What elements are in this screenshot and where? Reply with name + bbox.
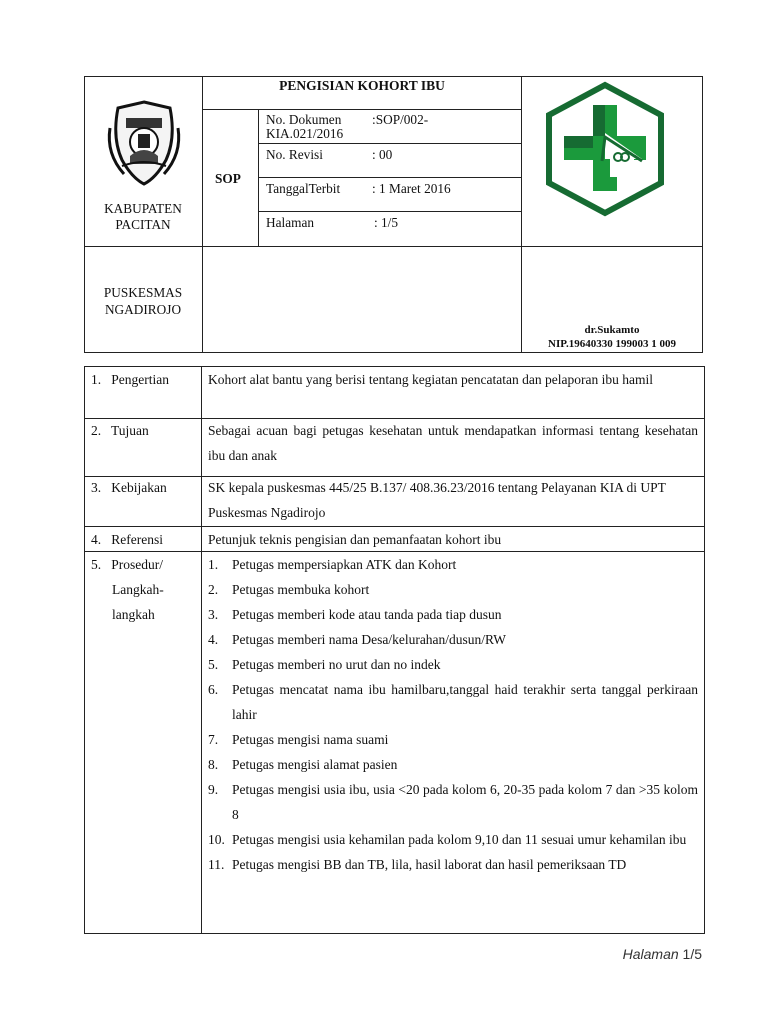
list-item: 9. Petugas mengisi usia ibu, usia <20 pada kolom 6, 20-35 pada kolom 7 dan >35 kolom 8 (208, 782, 698, 822)
row-tujuan-label (91, 418, 149, 443)
footer-page-number: 1/5 (682, 946, 702, 962)
regency-crest-logo (104, 98, 184, 188)
row-referensi-text: Petunjuk teknis pengisian dan pemanfaatan kohort ibu (208, 532, 502, 547)
row-label-line-2: Langkah- (112, 582, 164, 597)
doc-number-value: :SOP/002- (372, 112, 429, 127)
procedure-steps (208, 552, 698, 877)
row-kebijakan-label (91, 475, 167, 500)
list-item: 7. Petugas mengisi nama suami (208, 732, 389, 747)
row-number: 3. (91, 480, 102, 495)
puskesmas-line-2: NGADIROJO (104, 302, 182, 317)
doc-number-label: No. Dokumen (266, 112, 342, 127)
footer-label: Halaman (622, 946, 679, 962)
list-item: 2. Petugas membuka kohort (208, 582, 370, 597)
row-prosedur-label (91, 552, 164, 627)
row-label-line-1: Prosedur/ (111, 557, 163, 572)
page-value: : 1/5 (374, 215, 399, 230)
list-item: 4. Petugas memberi nama Desa/kelurahan/dusun/RW (208, 632, 507, 647)
puskesmas-logo (544, 81, 666, 217)
row-label-line-3: langkah (112, 607, 155, 622)
row-number: 4. (91, 532, 102, 547)
list-item: 8. Petugas mengisi alamat pasien (208, 757, 398, 772)
list-item: 11. Petugas mengisi BB dan TB, lila, hasil laborat dan hasil pemeriksaan TD (208, 857, 627, 872)
row-referensi-label (91, 527, 163, 552)
page-footer (623, 946, 702, 962)
row-number: 2. (91, 423, 102, 438)
row-number: 1. (91, 372, 102, 387)
issue-date-value: : 1 Maret 2016 (372, 181, 451, 196)
doc-number-cont: KIA.021/2016 (266, 126, 344, 141)
row-pengertian-text: Kohort alat bantu yang berisi tentang kegiatan pencatatan dan pelaporan ibu hamil (208, 372, 653, 387)
signer-nip: NIP.19640330 199003 1 009 (548, 338, 676, 350)
list-item: 3. Petugas memberi kode atau tanda pada tiap dusun (208, 607, 502, 622)
list-item: 1. Petugas mempersiapkan ATK dan Kohort (208, 557, 457, 572)
list-item: 6. Petugas mencatat nama ibu hamilbaru,tanggal haid terakhir serta tanggal perkiraan lahir (208, 682, 698, 722)
row-label: Kebijakan (111, 480, 167, 495)
revision-value: : 00 (372, 147, 393, 162)
list-item: 10. Petugas mengisi usia kehamilan pada kolom 9,10 dan 11 sesuai umur kehamilan ibu (208, 832, 687, 847)
row-tujuan-text: Sebagai acuan bagi petugas kesehatan untuk mendapatkan informasi tentang kesehatan ibu dan anak (208, 423, 698, 463)
regency-line-1: KABUPATEN (104, 201, 182, 216)
row-label: Tujuan (111, 423, 149, 438)
regency-line-2: PACITAN (115, 217, 171, 232)
row-pengertian-label (91, 367, 169, 392)
signer-name: dr.Sukamto (584, 324, 640, 336)
document-title: PENGISIAN KOHORT IBU (279, 78, 445, 93)
list-item: 5. Petugas memberi no urut dan no indek (208, 657, 441, 672)
puskesmas-name (84, 284, 202, 318)
revision-label: No. Revisi (266, 147, 323, 162)
row-label: Referensi (111, 532, 163, 547)
row-label: Pengertian (111, 372, 169, 387)
row-number: 5. (91, 557, 102, 572)
page-label: Halaman (266, 215, 314, 230)
puskesmas-line-1: PUSKESMAS (103, 285, 183, 300)
row-kebijakan-text: SK kepala puskesmas 445/25 B.137/ 408.36.23/2016 tentang Pelayanan KIA di UPT Puskesmas Ngadirojo (208, 480, 666, 520)
regency-name (84, 201, 202, 233)
sop-label: SOP (215, 171, 241, 186)
issue-date-label: TanggalTerbit (266, 181, 341, 196)
